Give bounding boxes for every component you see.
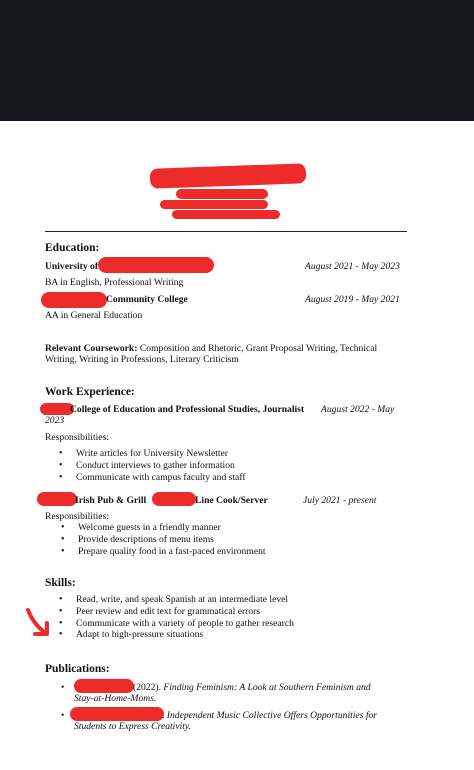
pub-2-title-2: Students to Express Creativity. [74, 721, 192, 732]
school-1-redaction [98, 257, 214, 273]
coursework-line-1 [45, 343, 377, 354]
job-2-redaction-b [152, 492, 196, 506]
pub-1-title-1: Finding Feminism: A Look at Southern Feminism and [163, 682, 371, 693]
pub-2-title-1: Independent Music Collective Offers Opportunities for [166, 710, 378, 721]
job-2-title-b: Line Cook/Server [195, 495, 268, 506]
job-2-dates: July 2021 - present [303, 495, 377, 506]
coursework-label: Relevant Coursework: [45, 343, 138, 354]
school-1-name: University of [45, 261, 99, 272]
work-heading: Work Experience: [45, 386, 135, 398]
bullet: • [61, 682, 65, 693]
job-1-redaction [40, 403, 74, 415]
bullet: • [61, 710, 65, 721]
skills-list [59, 594, 294, 641]
list-item: • Communicate with a variety of people to gather research [59, 618, 294, 630]
contact-redaction-2 [160, 200, 268, 209]
pub-1-author-redaction [74, 679, 134, 693]
coursework-text-1: Composition and Rhetoric, Grant Proposal Writing, Technical [137, 343, 378, 354]
contact-redaction-1 [176, 189, 268, 199]
job-2-redaction-a [37, 492, 77, 506]
job-1-list [59, 448, 246, 483]
list-item: • Provide descriptions of menu items [61, 534, 266, 546]
job-2-list [61, 522, 266, 557]
header-divider [45, 231, 407, 232]
contact-redaction-3 [172, 210, 280, 219]
coursework-line-2: Writing, Writing in Professions, Literary Criticism [45, 354, 239, 365]
school-2-redaction [41, 292, 107, 308]
job-1-dates-2: 2023 [45, 415, 65, 426]
list-item: • Prepare quality food in a fast-paced environment [61, 546, 266, 558]
school-2-name: Community College [106, 294, 188, 305]
pub-2-lead: . [162, 710, 167, 721]
list-item: • Peer review and edit text for grammatical errors [59, 606, 294, 618]
red-arrow-annotation [22, 606, 54, 640]
list-item: • Adapt to high-pressure situations [59, 629, 294, 641]
list-item: • Write articles for University Newsletter [59, 448, 246, 460]
list-item: • Welcome guests in a friendly manner [61, 522, 266, 534]
education-heading: Education: [45, 242, 100, 254]
school-1-dates: August 2021 - May 2023 [305, 261, 400, 272]
pub-2-line-1 [162, 710, 377, 721]
school-1-degree: BA in English, Professional Writing [45, 277, 184, 288]
pub-1-title-2: Stay-at-Home-Moms. [74, 693, 157, 704]
job-2-resp-label: Responsibilities: [45, 511, 109, 522]
skills-heading: Skills: [45, 577, 76, 589]
list-item: • Communicate with campus faculty and staff [59, 472, 246, 484]
job-1-resp-label: Responsibilities: [45, 432, 109, 443]
pub-1-year: (2022). [133, 682, 164, 693]
list-item: • Conduct interviews to gather information [59, 460, 246, 472]
school-2-degree: AA in General Education [45, 310, 143, 321]
pub-2-author-redaction [70, 707, 164, 721]
list-item: • Read, write, and speak Spanish at an intermediate level [59, 594, 294, 606]
job-1-title: College of Education and Professional Studies, Journalist [70, 404, 305, 415]
top-dark-bar [0, 0, 474, 121]
job-1-dates-1: August 2022 - May [321, 404, 395, 415]
school-2-dates: August 2019 - May 2021 [305, 294, 400, 305]
job-2-title-a: Irish Pub & Grill [75, 495, 147, 506]
pub-1-line-1 [133, 682, 371, 693]
publications-heading: Publications: [45, 663, 110, 675]
